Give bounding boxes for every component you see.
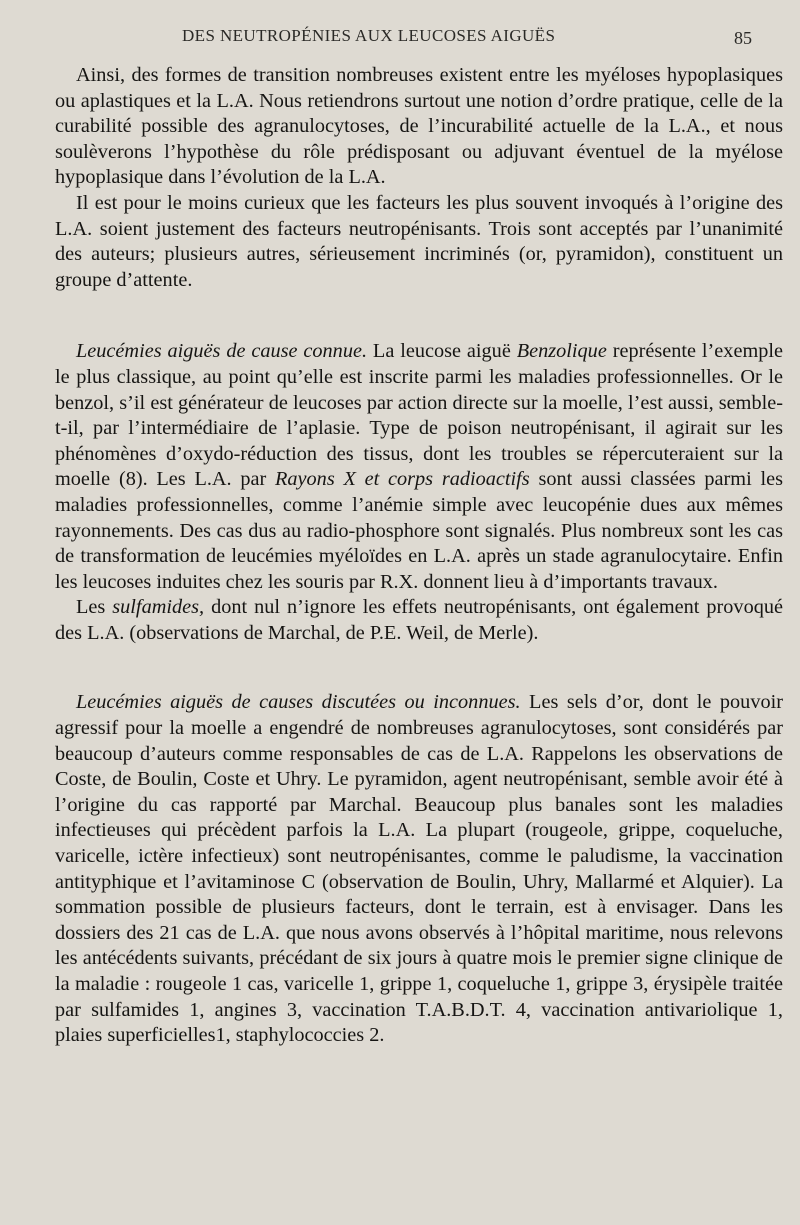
paragraph-sulfamides	[55, 595, 783, 646]
paragraph-text: représente l’exemple le plus classique, au point qu’elle est inscrite parmi les maladies professionnelles. Or le benzol, s’il est générateur de leucoses par action directe sur la moelle, l’est aussi, semble-t-il, par l’intermédiaire de l’aplasie. Type de poison neutropénisant, il agirait sur les phénomènes d’oxydo-réduction des tissus, dont les troubles se répercuteraient sur la moelle (8). Les L.A. par	[55, 340, 783, 491]
emphasis-sulfamides: sulfamides,	[112, 596, 205, 619]
section-heading-discussed-causes: Leucémies aiguës de causes discutées ou inconnues.	[76, 691, 521, 714]
emphasis-benzolique: Benzolique	[516, 340, 607, 363]
paragraph-text: La leucose aiguë	[367, 340, 517, 363]
paragraph-discussed-causes	[55, 690, 783, 1048]
paragraph-known-causes	[55, 339, 783, 595]
page-header	[0, 22, 800, 52]
paragraph-text: Les sels d’or, dont le pouvoir agressif pour la moelle a engendré de nombreuses agranulocytoses, sont considérés par beaucoup d’auteurs comme responsables de cas de L.A. Rappelons les observations de Coste, de Boulin, Coste et Uhry. Le pyramidon, agent neutropénisant, semble avoir été à l’origine du cas rapporté par Marchal. Beaucoup plus banales sont les maladies infectieuses qui précèdent parfois la L.A. La plupart (rougeole, grippe, coqueluche, varicelle, ictère infectieux) sont neutropénisantes, comme le paludisme, la vaccination antityphique et l’avitaminose C (observation de Boulin, Uhry, Mallarmé et Alquier). La sommation possible de plusieurs facteurs, dont le terrain, est à envisager. Dans les dossiers des 21 cas de L.A. que nous avons observés à l’hôpital maritime, nous relevons les antécédents suivants, précédant de six jours à quatre mois le premier signe clinique de la maladie : rougeole 1 cas, varicelle 1, grippe 1, coqueluche 1, grippe 3, érysipèle traitée par sulfamides 1, angines 3, vaccination T.A.B.D.T. 4, vaccination antivariolique 1, plaies superficielles1, staphylococcies 2.	[55, 691, 783, 1047]
page-number: 85	[734, 28, 752, 48]
running-title: DES NEUTROPÉNIES AUX LEUCOSES AIGUËS	[182, 26, 556, 45]
paragraph-text: Les	[76, 596, 113, 619]
paragraph-text: sont aussi classées parmi les maladies professionnelles, comme l’anémie simple avec leucopénie dues aux mêmes rayonnements. Des cas dus au radio-phosphore sont signalés. Plus nombreux sont les cas de transformation de leucémies myéloïdes en L.A. après un stade agranulocytaire. Enfin les leucoses induites chez les souris par R.X. donnent lieu à d’importants travaux.	[55, 468, 783, 593]
emphasis-rayons-x: Rayons X et corps radioactifs	[275, 468, 530, 491]
paragraph-text: dont nul n’ignore les effets neutropénisants, ont également provoqué des L.A. (observations de Marchal, de P.E. Weil, de Merle).	[55, 596, 783, 644]
paragraph-transition-forms: Ainsi, des formes de transition nombreuses existent entre les myéloses hypoplasiques ou aplastiques et la L.A. Nous retiendrons surtout une notion d’ordre pratique, celle de la curabilité possible des agranulocytoses, de l’incurabilité actuelle de la L.A., et nous soulèverons l’hypothèse du rôle prédisposant ou adjuvant éventuel de la myélose hypoplasique dans l’évolution de la L.A.	[55, 64, 783, 189]
body-text	[55, 63, 783, 1049]
section-heading-known-causes: Leucémies aiguës de cause connue.	[76, 340, 368, 363]
paragraph-neutropenic-factors: Il est pour le moins curieux que les facteurs les plus souvent invoqués à l’origine des L.A. soient justement des facteurs neutropénisants. Trois sont acceptés par l’unanimité des auteurs; plusieurs autres, sérieusement incriminés (or, pyramidon), constituent un groupe d’attente.	[55, 191, 783, 291]
